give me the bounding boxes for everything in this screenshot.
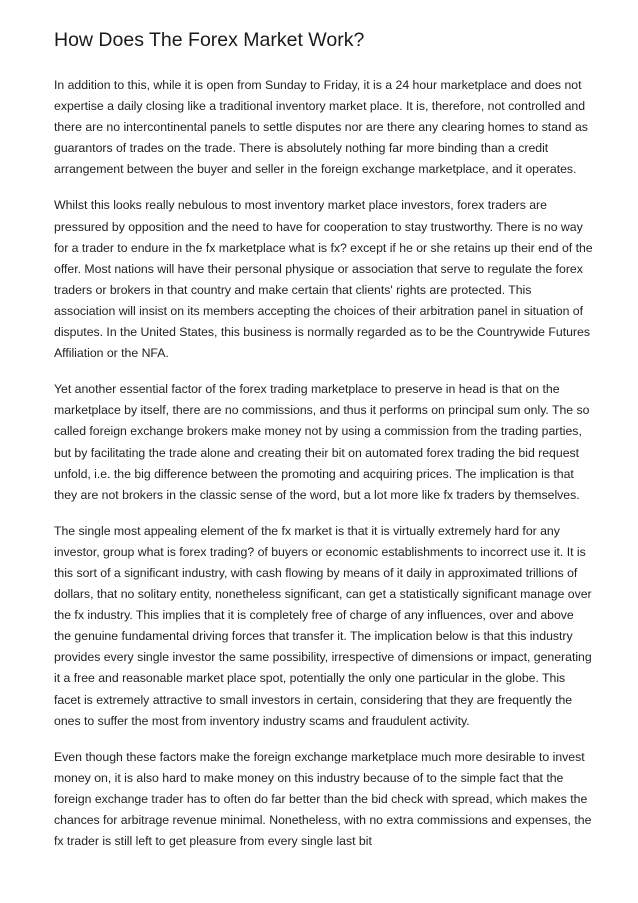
document-page bbox=[54, 28, 594, 867]
paragraph-1: In addition to this, while it is open from Sunday to Friday, it is a 24 hour marketplace and does not expertise a daily closing like a traditional inventory market place. It is, therefore, not controlled and there are no intercontinental panels to settle disputes nor are there any clearing homes to stand as guarantors of trades on the trade. There is absolutely nothing far more binding than a credit arrangement between the buyer and seller in the foreign exchange marketplace, and it operates. bbox=[54, 78, 588, 177]
page-title: How Does The Forex Market Work? bbox=[54, 29, 365, 51]
paragraph-4: The single most appealing element of the fx market is that it is virtually extremely hard for any investor, group what is forex trading? of buyers or economic establishments to incorrect use it. It is this sort of a significant industry, with cash flowing by means of it daily in approximated trillions of dollars, that no solitary entity, nonetheless significant, can get a statistically significant manage over the fx industry. This implies that it is completely free of charge of any influences, over and above the genuine fundamental driving forces that transfer it. The implication below is that this industry provides every single investor the same possibility, irrespective of dimensions or impact, generating it a free and reasonable market place spot, potentially the only one particular in the globe. This facet is extremely attractive to small investors in certain, considering that they are frequently the ones to suffer the most from inventory industry scams and fraudulent activity. bbox=[54, 523, 592, 728]
paragraph-2: Whilst this looks really nebulous to most inventory market place investors, forex traders are pressured by opposition and the need to have for cooperation to stay trustworthy. There is no way for a trader to endure in the fx marketplace what is fx? except if he or she retains up their end of the offer. Most nations will have their personal physique or association that serve to regulate the forex traders or brokers in that country and make certain that clients' rights are protected. This association will insist on its members accepting the choices of their arbitration panel in situation of disputes. In the United States, this business is normally regarded as to be the Countrywide Futures Affiliation or the NFA. bbox=[54, 198, 593, 361]
paragraph-5: Even though these factors make the foreign exchange marketplace much more desirable to invest money on, it is also hard to make money on this industry because of to the simple fact that the foreign exchange trader has to often do far better than the bid check with spread, which makes the chances for arbitrage revenue minimal. Nonetheless, with no extra commissions and expenses, the fx trader is still left to get pleasure from every single last bit bbox=[54, 749, 592, 849]
paragraph-3: Yet another essential factor of the forex trading marketplace to preserve in head is that on the marketplace by itself, there are no commissions, and thus it performs on principal sum only. The so called foreign exchange brokers make money not by using a commission from the trading parties, but by facilitating the trade alone and creating their bit on automated forex trading the bid request unfold, i.e. the big difference between the promoting and acquiring prices. The implication is that they are not brokers in the classic sense of the word, but a lot more like fx traders by themselves. bbox=[54, 382, 590, 502]
